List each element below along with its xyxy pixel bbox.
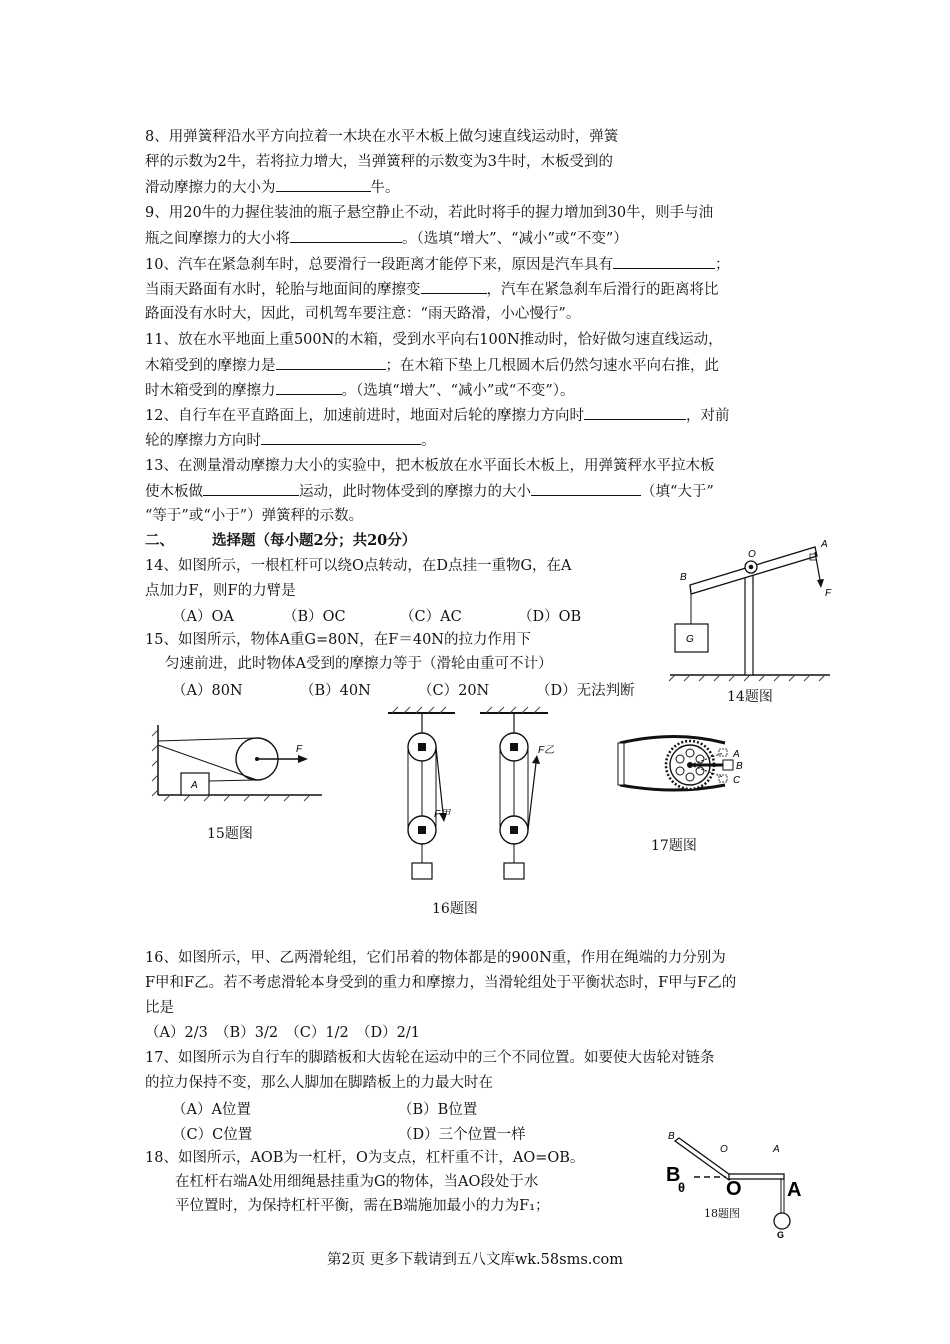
- figure-15-pulley: [150, 715, 330, 805]
- q9-line2: [145, 228, 628, 249]
- q11-text-3: 时木箱受到的摩擦力: [145, 383, 276, 399]
- fig14-label-a: A: [821, 539, 828, 550]
- fig15-caption: 15题图: [207, 826, 253, 842]
- q16-line3: 比是: [145, 1000, 174, 1016]
- q18-line3: 平位置时，为保持杠杆平衡，需在B端施加最小的力为F₁；: [175, 1198, 550, 1214]
- fig17-caption: 17题图: [651, 838, 697, 854]
- fig18-label-b-small: B: [668, 1131, 675, 1142]
- q12-line2: [145, 430, 436, 451]
- fig16-label-f-yi: F乙: [538, 745, 555, 756]
- fig18-label-theta: θ: [678, 1180, 686, 1195]
- q10-line2: [145, 279, 719, 300]
- q13-line2: [145, 481, 714, 502]
- q15-option-c[interactable]: （C）20N: [418, 683, 490, 699]
- q15-option-a[interactable]: （A）80N: [172, 683, 243, 699]
- q13-blank-1[interactable]: [203, 481, 299, 496]
- q16-line2: F甲和F乙。若不考虑滑轮本身受到的重力和摩擦力，当滑轮组处于平衡状态时，F甲与F乙的: [145, 975, 737, 991]
- figure-14-lever: [665, 530, 835, 680]
- q10-line1: [145, 254, 729, 275]
- q17-option-d[interactable]: （D）三个位置一样: [398, 1127, 526, 1143]
- q13-text-mid: 运动，此时物体受到的摩擦力的大小: [299, 484, 531, 500]
- q14-option-b[interactable]: （B）OC: [283, 609, 346, 625]
- fig15-label-a: A: [191, 780, 198, 791]
- q14-line2: 点加力F，则F的力臂是: [145, 583, 296, 599]
- fig14-label-f: F: [825, 588, 832, 599]
- q9-line1: 9、用20牛的力握住装油的瓶子悬空静止不动，若此时将手的握力增加到30牛，则手与油: [145, 205, 714, 221]
- q12-text: 12、自行车在平直路面上，加速前进时，地面对后轮的摩擦力方向时: [145, 408, 584, 424]
- q8-line3: [145, 177, 400, 198]
- q10-blank-1[interactable]: [613, 254, 715, 269]
- q11-text-mid: ；在木箱下垫上几根圆木后仍然匀速水平向右推，此: [385, 358, 719, 374]
- q14-option-d[interactable]: （D）OB: [518, 609, 582, 625]
- q12-text-end: 。: [421, 433, 436, 449]
- q11-line2: [145, 355, 719, 376]
- fig18-label-a-small: A: [773, 1144, 780, 1155]
- q13-text-end: （填“大于”: [641, 484, 714, 500]
- q13-blank-2[interactable]: [531, 481, 641, 496]
- q18-line1: 18、如图所示，AOB为一杠杆，O为支点，杠杆重不计，AO=OB。: [145, 1150, 585, 1166]
- fig14-label-b: B: [680, 572, 687, 583]
- fig18-label-o-big: O: [726, 1178, 742, 1200]
- q13-line3: “等于”或“小于”）弹簧秤的示数。: [145, 508, 364, 524]
- q15-line1: 15、如图所示，物体A重G=80N，在F＝40N的拉力作用下: [145, 632, 531, 648]
- q12-blank-1[interactable]: [584, 405, 686, 420]
- q13-line1: 13、在测量滑动摩擦力大小的实验中，把木板放在水平面长木板上，用弹簧秤水平拉木板: [145, 458, 715, 474]
- fig17-label-a: A: [733, 749, 740, 760]
- q11-text-end: 。（选填“增大”、“减小”或“不变”）。: [341, 383, 575, 399]
- q10-text: 10、汽车在紧急刹车时，总要滑行一段距离才能停下来，原因是汽车具有: [145, 257, 613, 273]
- q17-line1: 17、如图所示为自行车的脚踏板和大齿轮在运动中的三个不同位置。如要使大齿轮对链条: [145, 1050, 715, 1066]
- fig18-label-g: G: [777, 1230, 785, 1240]
- fig14-label-g: G: [686, 634, 694, 645]
- fig17-label-b: B: [736, 761, 743, 772]
- section2-number: 二、: [145, 532, 174, 549]
- q14-option-c[interactable]: （C）AC: [400, 609, 462, 625]
- fig18-label-b-big: B: [666, 1164, 681, 1186]
- q10-blank-2[interactable]: [421, 279, 487, 294]
- section2-title: 选择题（每小题2分；共20分）: [212, 532, 417, 549]
- fig18-label-o-small: O: [720, 1144, 728, 1155]
- q15-line2: 匀速前进，此时物体A受到的摩擦力等于（滑轮由重可不计）: [165, 656, 553, 672]
- figure-16-pulley-systems: [380, 705, 560, 880]
- q14-option-a[interactable]: （A）OA: [172, 609, 234, 625]
- q10-text-2-end: ，汽车在紧急刹车后滑行的距离将比: [486, 282, 719, 298]
- q12-text-mid: ，对前: [685, 408, 730, 424]
- q12-line1: [145, 405, 729, 426]
- q9-blank[interactable]: [290, 228, 402, 243]
- q15-option-b[interactable]: （B）40N: [300, 683, 371, 699]
- fig16-caption: 16题图: [432, 901, 478, 917]
- q16-options[interactable]: （A）2/3 （B）3/2 （C）1/2 （D）2/1: [145, 1025, 420, 1041]
- q10-text-end: ；: [714, 257, 730, 273]
- q8-text: 滑动摩擦力的大小为: [145, 180, 276, 196]
- q15-option-d[interactable]: （D）无法判断: [536, 683, 635, 699]
- q8-line2: 秤的示数为2牛，若将拉力增大，当弹簧秤的示数变为3牛时，木板受到的: [145, 154, 613, 170]
- q17-option-b[interactable]: （B）B位置: [398, 1102, 478, 1118]
- fig16-label-f-jia: F甲: [434, 809, 451, 820]
- q16-line1: 16、如图所示，甲、乙两滑轮组，它们吊着的物体都是的900N重，作用在绳端的力分别为: [145, 950, 726, 966]
- q10-line3: 路面没有水时大，因此，司机驾车要注意：“雨天路滑，小心慢行”。: [145, 306, 581, 322]
- q12-blank-2[interactable]: [261, 430, 421, 445]
- figure-17-bicycle-gear: [615, 725, 755, 805]
- fig18-label-a-big: A: [787, 1179, 802, 1201]
- q13-text: 使木板做: [145, 484, 203, 500]
- figure-18-bent-lever: [660, 1125, 810, 1240]
- q11-text: 木箱受到的摩擦力是: [145, 358, 276, 374]
- q11-blank-1[interactable]: [276, 355, 386, 370]
- q9-text-end: 。（选填“增大”、“减小”或“不变”）: [402, 231, 628, 247]
- q17-option-c[interactable]: （C）C位置: [172, 1127, 253, 1143]
- page-footer: 第2页 更多下载请到五八文库wk.58sms.com: [327, 1252, 623, 1268]
- q12-text-2: 轮的摩擦力方向时: [145, 433, 261, 449]
- q11-line1: 11、放在水平地面上重500N的木箱，受到水平向右100N推动时，恰好做匀速直线运动，: [145, 332, 723, 348]
- fig14-caption: 14题图: [727, 689, 773, 705]
- fig14-label-o: O: [748, 549, 756, 560]
- q8-text-end: 牛。: [370, 180, 400, 196]
- fig18-caption: 18题图: [704, 1207, 740, 1220]
- q8-blank[interactable]: [276, 177, 371, 192]
- q8-line1: 8、用弹簧秤沿水平方向拉着一木块在水平木板上做匀速直线运动时，弹簧: [145, 129, 619, 145]
- q17-option-a[interactable]: （A）A位置: [172, 1102, 251, 1118]
- q18-line2: 在杠杆右端A处用细绳悬挂重为G的物体，当AO段处于水: [175, 1174, 539, 1190]
- section2-heading: [145, 531, 416, 551]
- fig17-label-c: C: [733, 775, 741, 786]
- q14-line1: 14、如图所示，一根杠杆可以绕O点转动，在D点挂一重物G，在A: [145, 558, 572, 574]
- fig15-label-f: F: [296, 744, 303, 755]
- q11-line3: [145, 380, 574, 401]
- q17-line2: 的拉力保持不变，那么人脚加在脚踏板上的力最大时在: [145, 1075, 493, 1091]
- q10-text-2: 当雨天路面有水时，轮胎与地面间的摩擦变: [145, 282, 421, 298]
- q9-text: 瓶之间摩擦力的大小将: [145, 231, 290, 247]
- q11-blank-2[interactable]: [276, 380, 342, 395]
